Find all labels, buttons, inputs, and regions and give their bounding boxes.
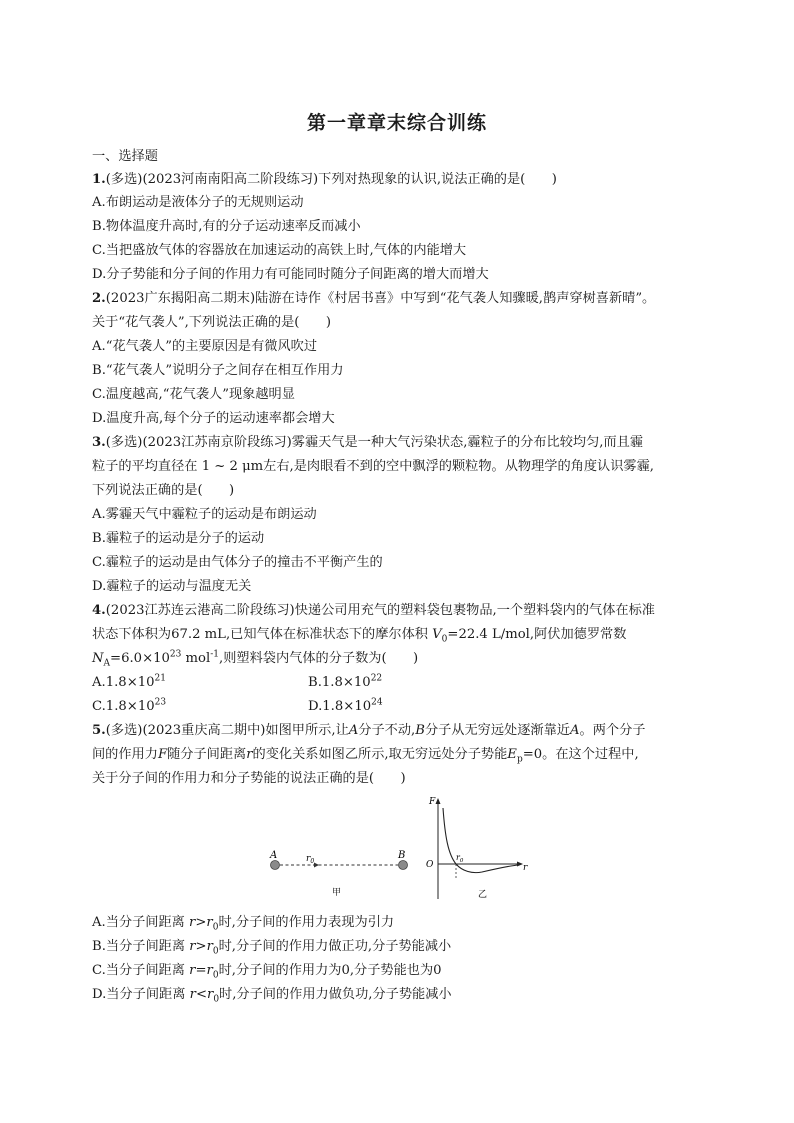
question-number: 3.: [92, 435, 106, 450]
label-r0-jia: $r_0$: [306, 854, 315, 865]
molecule-force-figure: [260, 796, 540, 906]
q2-option-c: C.温度越高,“花气袭人”现象越明显: [92, 387, 295, 402]
q1-option-a: A.布朗运动是液体分子的无规则运动: [92, 195, 304, 210]
question-number: 5.: [92, 723, 106, 738]
q5-option-b: B.当分子间距离 $r>r_0$时,分子间的作用力做正功,分子势能减小: [92, 939, 452, 957]
question-1-stem: 1.(多选)(2023河南南阳高二阶段练习)下列对热现象的认识,说法正确的是( ): [92, 172, 557, 187]
page-title: 第一章章末综合训练: [306, 112, 487, 134]
q2-option-b: B.“花气袭人”说明分子之间存在相互作用力: [92, 363, 344, 378]
f-axis-arrow-icon: [436, 798, 441, 804]
question-3-stem: 3.(多选)(2023江苏南京阶段练习)雾霾天气是一种大气污染状态,霾粒子的分布比较均匀,而且霾: [92, 435, 644, 450]
q3-option-a: A.雾霾天气中霾粒子的运动是布朗运动: [92, 507, 317, 522]
q1-option-b: B.物体温度升高时,有的分子运动速率反而减小: [92, 219, 361, 234]
q3-option-b: B.霾粒子的运动是分子的运动: [92, 531, 265, 546]
q4-option-b: $B.1.8\times 10^{22}$: [308, 673, 383, 690]
q2-option-a: A.“花气袭人”的主要原因是有微风吹过: [92, 339, 318, 354]
question-4-stem-cont2: $N_A=6.0\times 10^{23}$ mol$^{-1}$,则塑料袋内气体的分子数为( ): [92, 649, 419, 669]
question-number: 2.: [92, 291, 106, 306]
q3-option-c: C.霾粒子的运动是由气体分子的撞击不平衡产生的: [92, 555, 383, 570]
caption-jia: 甲: [332, 888, 342, 898]
figure-jia: [269, 850, 408, 898]
question-number: 4.: [92, 603, 106, 618]
question-5-stem-cont: 间的作用力F随分子间距离r的变化关系如图乙所示,取无穷远处分子势能$E_p=0$。在这个过程中,: [92, 747, 639, 765]
question-4-stem: 4.(2023江苏连云港高二阶段练习)快递公司用充气的塑料袋包裹物品,一个塑料袋内的气体在标准: [92, 603, 655, 618]
caption-yi: 乙: [478, 890, 488, 900]
question-5-stem: 5.(多选)(2023重庆高二期中)如图甲所示,让A分子不动,B分子从无穷远处逐渐靠近A。两个分子: [92, 723, 646, 738]
q5-option-c: C.当分子间距离 $r=r_0$时,分子间的作用力为0,分子势能也为0: [92, 963, 442, 981]
q4-option-a: $A.1.8\times 10^{21}$: [92, 673, 166, 690]
question-2-stem-cont: 关于“花气袭人”,下列说法正确的是( ): [92, 315, 331, 330]
q4-option-d: $D.1.8\times 10^{24}$: [308, 697, 383, 714]
axis-f-label: F: [429, 797, 436, 807]
label-a: A: [270, 850, 278, 861]
molecule-b-dot: [399, 861, 408, 870]
label-r0-yi: $r_0$: [456, 853, 464, 864]
question-4-stem-cont: 状态下体积为67.2 mL,已知气体在标准状态下的摩尔体积 $V_0=22.4$ L/mol,阿伏加德罗常数: [92, 627, 627, 645]
force-curve: [443, 808, 518, 873]
q5-option-d: D.当分子间距离 $r<r_0$时,分子间的作用力做负功,分子势能减小: [92, 987, 452, 1005]
question-3-stem-cont: 粒子的平均直径在 1 ~ 2 μm左右,是肉眼看不到的空中飘浮的颗粒物。从物理学的角度认识雾霾,: [92, 459, 654, 474]
q1-option-c: C.当把盛放气体的容器放在加速运动的高铁上时,气体的内能增大: [92, 243, 467, 258]
molecule-a-dot: [271, 861, 280, 870]
arrow-right-icon: [314, 863, 319, 868]
q5-option-a: A.当分子间距离 $r>r_0$时,分子间的作用力表现为引力: [92, 915, 395, 933]
q4-options-row-1: [92, 673, 383, 692]
q4-option-c: $C.1.8\times 10^{23}$: [92, 697, 167, 714]
axis-r-label: r: [523, 863, 528, 873]
question-2-stem: 2.(2023广东揭阳高二期末)陆游在诗作《村居书喜》中写到“花气袭人知骤暖,鹊声穿树喜新晴”。: [92, 291, 656, 306]
q3-option-d: D.霾粒子的运动与温度无关: [92, 579, 252, 594]
question-3-stem-cont2: 下列说法正确的是( ): [92, 483, 235, 498]
origin-label: O: [426, 860, 434, 870]
label-b: B: [398, 850, 406, 861]
q4-options-row-2: [92, 697, 383, 716]
figure-yi: [426, 797, 528, 900]
section-heading: 一、选择题: [92, 149, 158, 164]
q1-option-d: D.分子势能和分子间的作用力有可能同时随分子间距离的增大而增大: [92, 267, 489, 282]
question-number: 1.: [92, 172, 106, 187]
q2-option-d: D.温度升高,每个分子的运动速率都会增大: [92, 411, 335, 426]
question-5-stem-cont2: 关于分子间的作用力和分子势能的说法正确的是( ): [92, 771, 406, 786]
